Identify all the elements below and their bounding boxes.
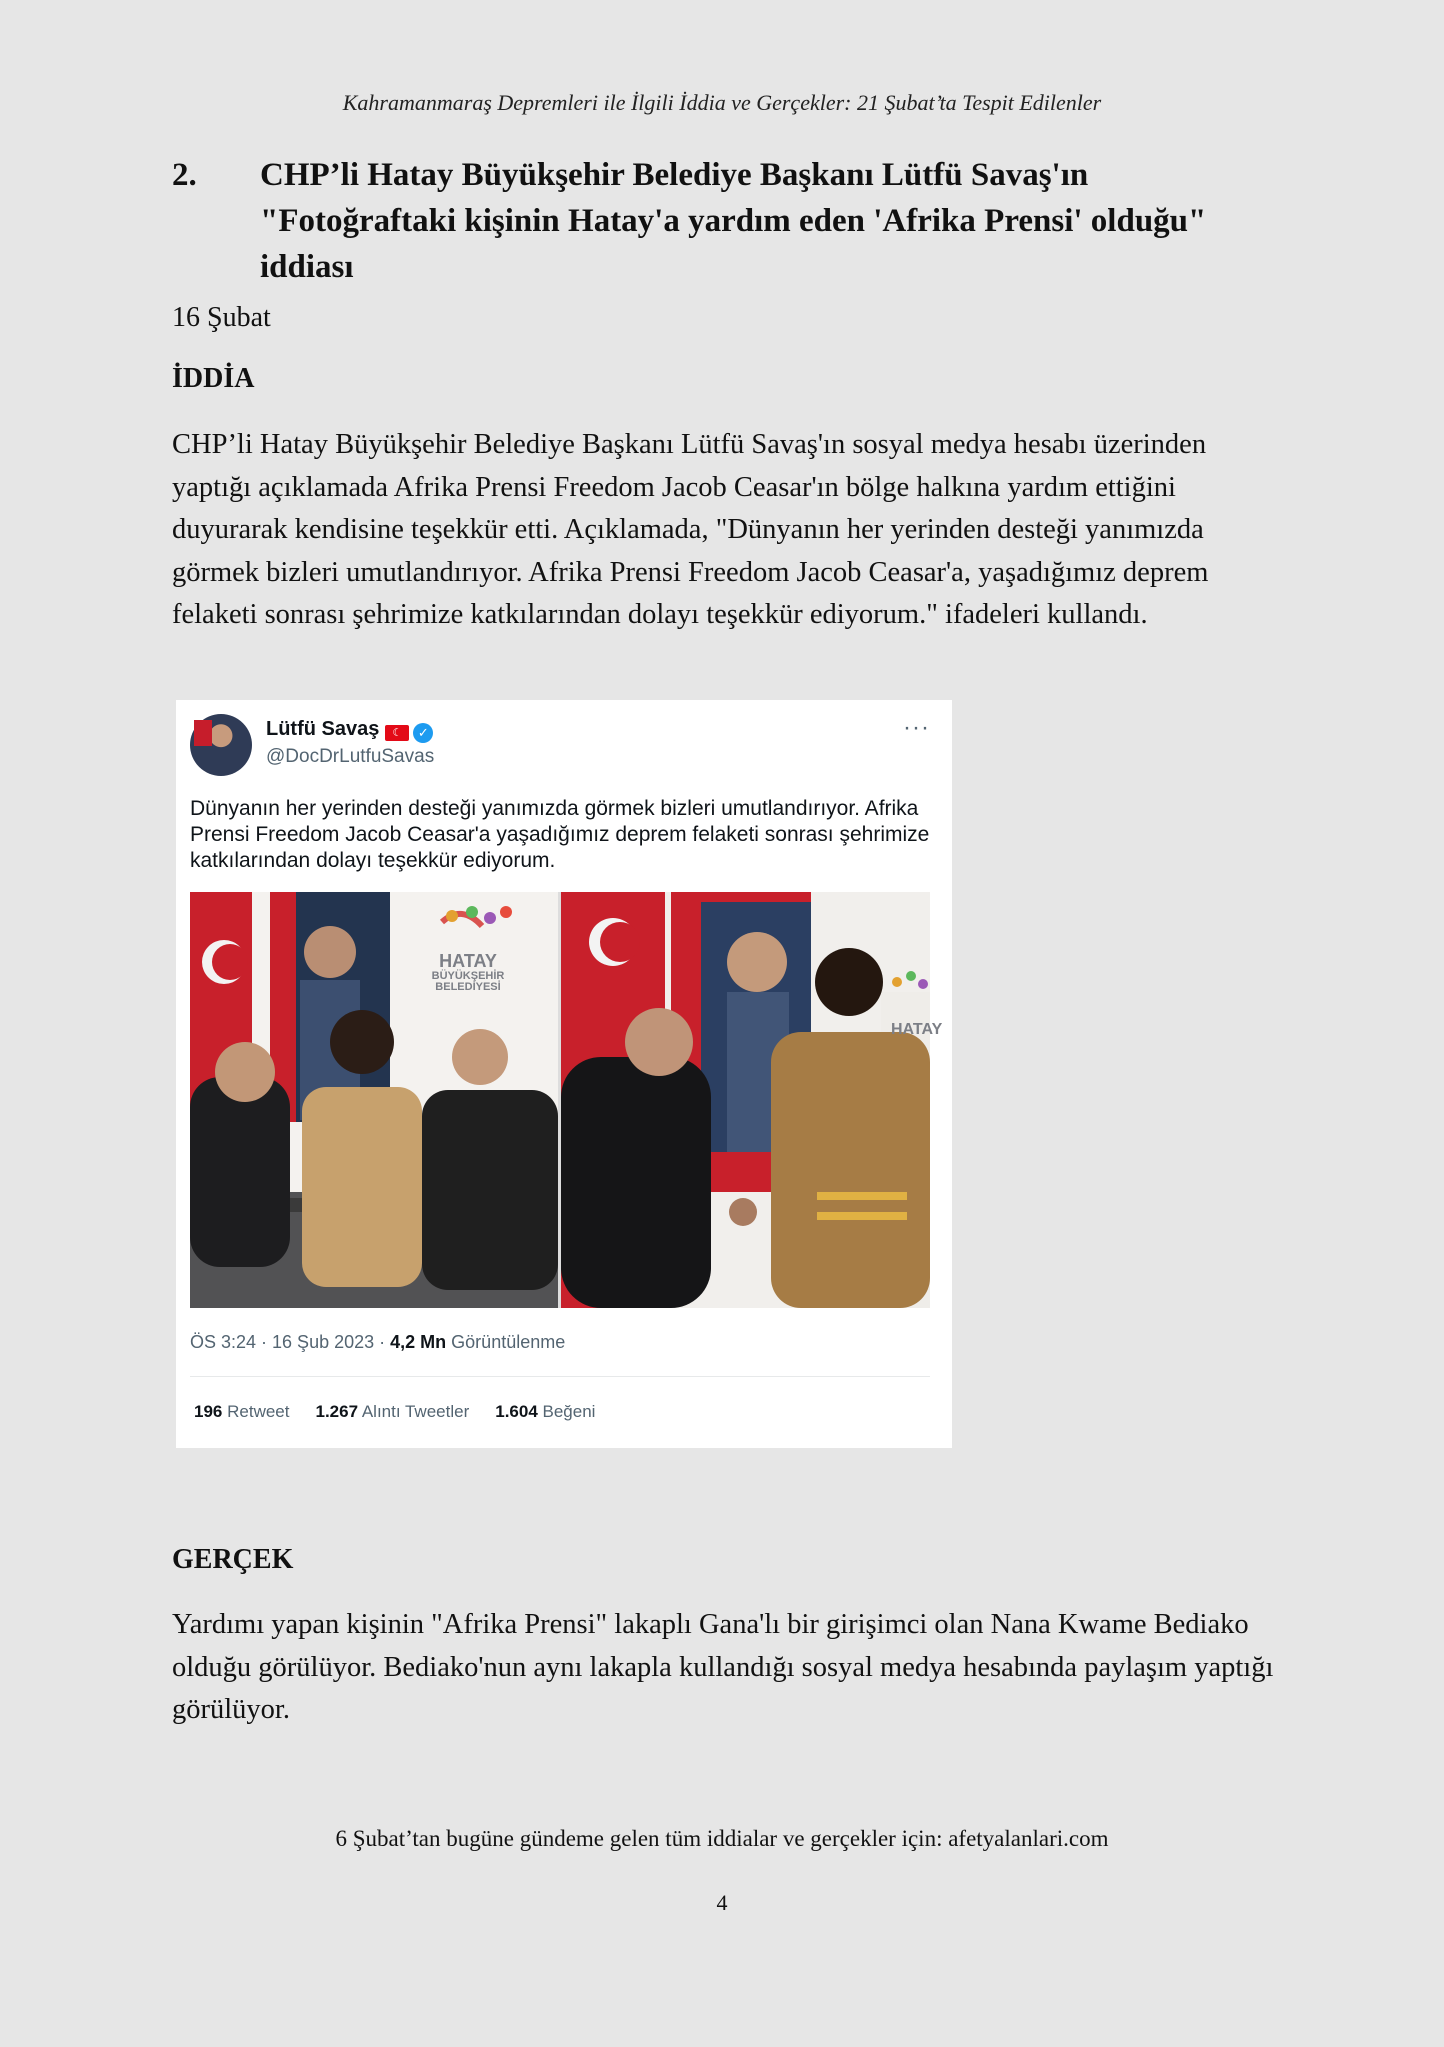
quote-label: Alıntı Tweetler — [361, 1402, 470, 1421]
tweet-meta — [190, 1332, 565, 1353]
handshake-scene-icon — [561, 892, 930, 1308]
tweet-handle: @DocDrLutfuSavas — [266, 746, 435, 767]
section-title: CHP’li Hatay Büyükşehir Belediye Başkanı Lütfü Savaş'ın "Fotoğraftaki kişinin Hatay'a yardım eden 'Afrika Prensi' olduğu" iddiası — [260, 157, 1207, 285]
tweet-stats — [194, 1402, 595, 1422]
retweet-stat — [194, 1402, 289, 1422]
tweet-timestamp: ÖS 3:24 · 16 Şub 2023 · — [190, 1332, 391, 1352]
claim-label: İDDİA — [172, 363, 255, 394]
like-stat — [495, 1402, 595, 1422]
tweet-photos — [190, 892, 943, 1308]
verified-badge-icon: ✓ — [413, 723, 433, 743]
avatar — [190, 714, 252, 776]
logo-line-3: BELEDİYESİ — [435, 981, 501, 994]
hatay-logo-text-cropped: HATAY — [891, 1021, 943, 1038]
running-header: Kahramanmaraş Depremleri ile İlgili İddia ve Gerçekler: 21 Şubat’ta Tespit Edilenler — [342, 90, 1102, 115]
page-number: 4 — [716, 1890, 728, 1915]
logo-line-1: HATAY — [439, 951, 497, 971]
retweet-count: 196 — [194, 1402, 223, 1421]
tweet-author — [266, 718, 433, 743]
tweet-divider — [190, 1376, 930, 1377]
turkish-flag-icon: ☾ — [385, 725, 409, 741]
retweet-label: Retweet — [227, 1402, 290, 1421]
tweet-photo-meeting — [190, 892, 558, 1308]
quote-stat — [315, 1402, 469, 1422]
tweet-views-count: 4,2 Mn — [390, 1332, 447, 1352]
section-number: 2. — [172, 157, 197, 193]
section-heading — [172, 152, 1262, 290]
quote-count: 1.267 — [315, 1402, 359, 1421]
fact-label: GERÇEK — [172, 1544, 294, 1575]
tweet-views-label: Görüntülenme — [451, 1332, 566, 1352]
more-options-icon: ··· — [903, 714, 930, 741]
fact-text: Yardımı yapan kişinin "Afrika Prensi" lakaplı Gana'lı bir girişimci olan Nana Kwame Bediako olduğu görülüyor. Bediako'nun aynı lakapla kullandığı sosyal medya hesabında paylaşım yaptığı görülüyor. — [172, 1609, 1274, 1725]
tweet-embed — [176, 700, 952, 1448]
footer-note: 6 Şubat’tan bugüne gündeme gelen tüm iddialar ve gerçekler için: afetyalanlari.com — [335, 1826, 1109, 1851]
tweet-photo-handshake — [561, 892, 943, 1308]
like-count: 1.604 — [495, 1402, 538, 1421]
tweet-text: Dünyanın her yerinden desteği yanımızda görmek bizleri umutlandırıyor. Afrika Prensi Freedom Jacob Ceasar'a yaşadığımız deprem felaketi sonrası şehrimize katkılarından dolayı teşekkür ediyorum. — [190, 797, 930, 872]
tweet-display-name: Lütfü Savaş — [266, 718, 380, 740]
like-label: Beğeni — [542, 1402, 596, 1421]
claim-text: CHP’li Hatay Büyükşehir Belediye Başkanı Lütfü Savaş'ın sosyal medya hesabı üzerinden yaptığı açıklamada Afrika Prensi Freedom Jacob Ceasar'ın bölge halkına yardım ettiğini duyurarak kendisine teşekkür etti. Açıklamada, "Dünyanın her yerinden desteği yanımızda görmek bizleri umutlandırıyor. Afrika Prensi Freedom Jacob Ceasar'a, yaşadığımız deprem felaketi sonrası şehrimize katkılarından dolayı teşekkür ediyorum." ifadeleri kullandı. — [172, 429, 1209, 630]
section-date: 16 Şubat — [172, 302, 271, 333]
logo-line-2: BÜYÜKŞEHİR — [431, 969, 505, 982]
hatay-logo-text — [408, 952, 528, 994]
